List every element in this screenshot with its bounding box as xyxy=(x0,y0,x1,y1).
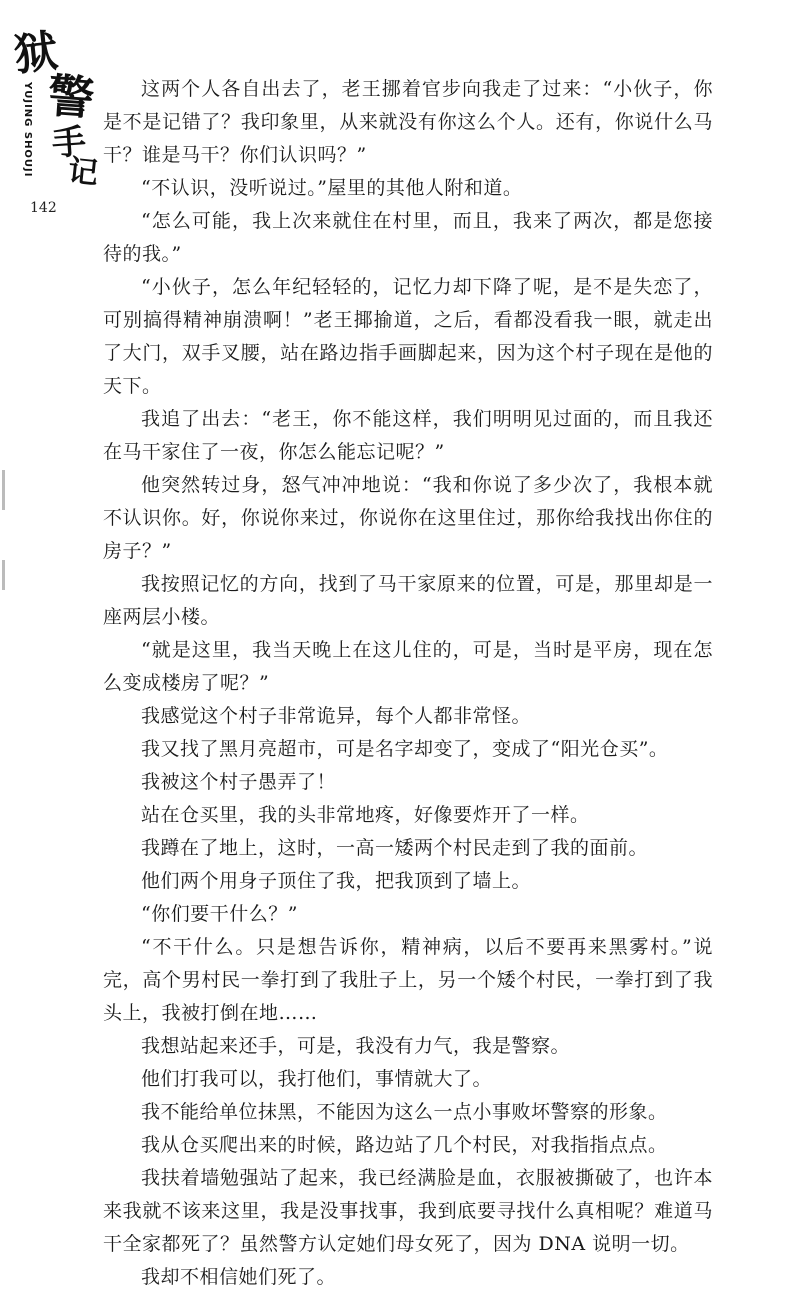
paragraph: 他突然转过身，怒气冲冲地说：“我和你说了多少次了，我根本就不认识你。好，你说你来过，你说你在这里住过，那你给我找出你住的房子？” xyxy=(103,474,713,562)
paragraph: 他们打我可以，我打他们，事情就大了。 xyxy=(141,1068,493,1090)
paragraph: 我蹲在了地上，这时，一高一矮两个村民走到了我的面前。 xyxy=(141,837,649,859)
paragraph: 我被这个村子愚弄了！ xyxy=(141,771,337,793)
paragraph: 我想站起来还手，可是，我没有力气，我是警察。 xyxy=(141,1035,571,1057)
paragraph: 我追了出去：“老王，你不能这样，我们明明见过面的，而且我还在马干家住了一夜，你怎么能忘记呢？” xyxy=(103,408,713,463)
scan-edge-mark xyxy=(2,470,5,510)
logo-char-ji: 记 xyxy=(66,153,100,192)
paragraph: “怎么可能，我上次来就住在村里，而且，我来了两次，都是您接待的我。” xyxy=(103,210,713,265)
paragraph: “你们要干什么？” xyxy=(141,903,298,925)
paragraph: “不干什么。只是想告诉你，精神病，以后不要再来黑雾村。”说完，高个男村民一拳打到了我肚子上，另一个矮个村民，一拳打到了我头上，我被打倒在地…… xyxy=(103,936,713,1024)
paragraph: 他们两个用身子顶住了我，把我顶到了墙上。 xyxy=(141,870,532,892)
paragraph: 我不能给单位抹黑，不能因为这么一点小事败坏警察的形象。 xyxy=(141,1101,668,1123)
page-number: 142 xyxy=(30,200,57,216)
book-title-logo xyxy=(8,25,100,198)
paragraph: 我感觉这个村子非常诡异，每个人都非常怪。 xyxy=(141,705,532,727)
body-text xyxy=(103,73,713,1294)
paragraph: “就是这里，我当天晚上在这儿住的，可是，当时是平房，现在怎么变成楼房了呢？” xyxy=(103,639,713,694)
paragraph: 我又找了黑月亮超市，可是名字却变了，变成了“阳光仓买”。 xyxy=(141,738,669,760)
scan-edge-mark xyxy=(2,560,5,590)
logo-char-shou: 手 xyxy=(50,121,88,165)
logo-char-yu: 狱 xyxy=(11,25,61,82)
logo-char-jing: 警 xyxy=(46,68,96,126)
paragraph: “小伙子，怎么年纪轻轻的，记忆力却下降了呢，是不是失恋了，可别搞得精神崩溃啊！”老王揶揄道，之后，看都没看我一眼，就走出了大门，双手叉腰，站在路边指手画脚起来，因为这个村子现在是他的天下。 xyxy=(103,276,713,397)
paragraph: “不认识，没听说过。”屋里的其他人附和道。 xyxy=(141,177,523,199)
paragraph: 我却不相信她们死了。 xyxy=(141,1266,337,1288)
logo-latin-text: YUJING SHOUJI xyxy=(22,82,33,178)
paragraph: 站在仓买里，我的头非常地疼，好像要炸开了一样。 xyxy=(141,804,590,826)
paragraph: 我按照记忆的方向，找到了马干家原来的位置，可是，那里却是一座两层小楼。 xyxy=(103,573,713,628)
paragraph: 这两个人各自出去了，老王挪着官步向我走了过来：“小伙子，你是不是记错了？我印象里，从来就没有你这么个人。还有，你说什么马干？谁是马干？你们认识吗？” xyxy=(103,78,713,166)
paragraph: 我扶着墙勉强站了起来，我已经满脸是血，衣服被撕破了，也许本来我就不该来这里，我是没事找事，我到底要寻找什么真相呢？难道马干全家都死了？虽然警方认定她们母女死了，因为 DNA 说明一切。 xyxy=(103,1167,713,1255)
paragraph: 我从仓买爬出来的时候，路边站了几个村民，对我指指点点。 xyxy=(141,1134,668,1156)
